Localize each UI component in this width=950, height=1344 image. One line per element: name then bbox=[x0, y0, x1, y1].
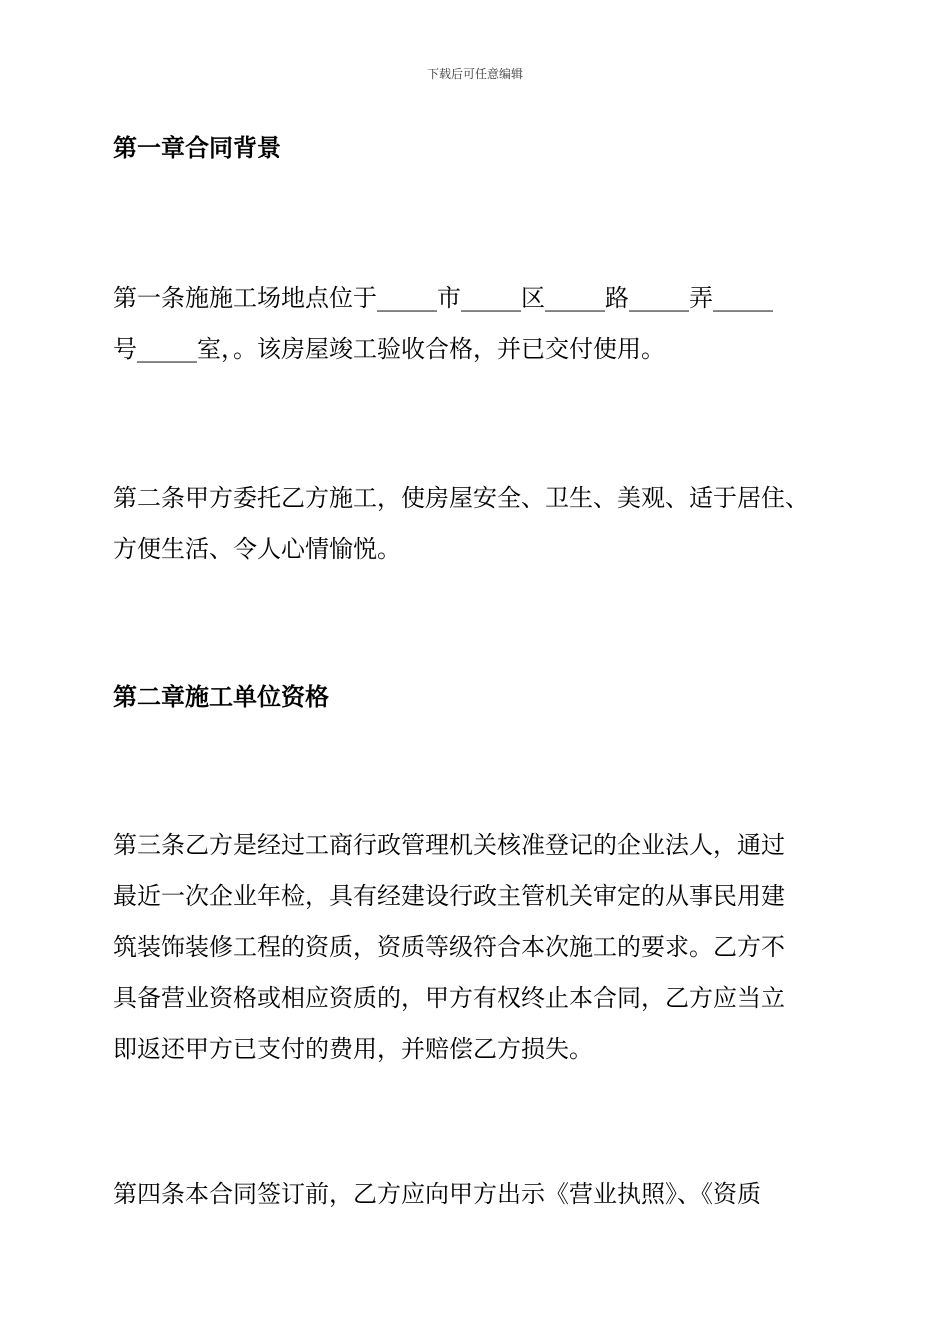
article-3-line-1: 第三条乙方是经过工商行政管理机关核准登记的企业法人，通过 bbox=[113, 831, 785, 859]
article-2-line-2: 方便生活、令人心情愉悦。 bbox=[113, 535, 401, 563]
article-2 bbox=[113, 473, 853, 575]
chapter-1-title: 第一章合同背景 bbox=[113, 133, 281, 162]
chapter-2-title: 第二章施工单位资格 bbox=[113, 682, 329, 711]
article-3-line-3: 筑装饰装修工程的资质，资质等级符合本次施工的要求。乙方不 bbox=[113, 933, 785, 961]
article-4-line-1: 第四条本合同签订前，乙方应向甲方出示《营业执照》、《资质 bbox=[113, 1180, 761, 1208]
article-3-line-2: 最近一次企业年检，具有经建设行政主管机关审定的从事民用建 bbox=[113, 882, 785, 910]
article-1-line-2: 号_____室，。该房屋竣工验收合格，并已交付使用。 bbox=[113, 335, 665, 363]
article-4 bbox=[113, 1169, 853, 1220]
article-3-line-5: 即返还甲方已支付的费用，并赔偿乙方损失。 bbox=[113, 1035, 593, 1063]
article-1-line-1: 第一条施施工场地点位于_____市_____区_____路_____弄_____ bbox=[113, 284, 773, 312]
article-3-line-4: 具备营业资格或相应资质的，甲方有权终止本合同，乙方应当立 bbox=[113, 984, 785, 1012]
article-3 bbox=[113, 820, 853, 1075]
article-1 bbox=[113, 273, 853, 375]
page-header: 下载后可任意编辑 bbox=[426, 67, 523, 81]
article-2-line-1: 第二条甲方委托乙方施工，使房屋安全、卫生、美观、适于居住、 bbox=[113, 484, 809, 512]
